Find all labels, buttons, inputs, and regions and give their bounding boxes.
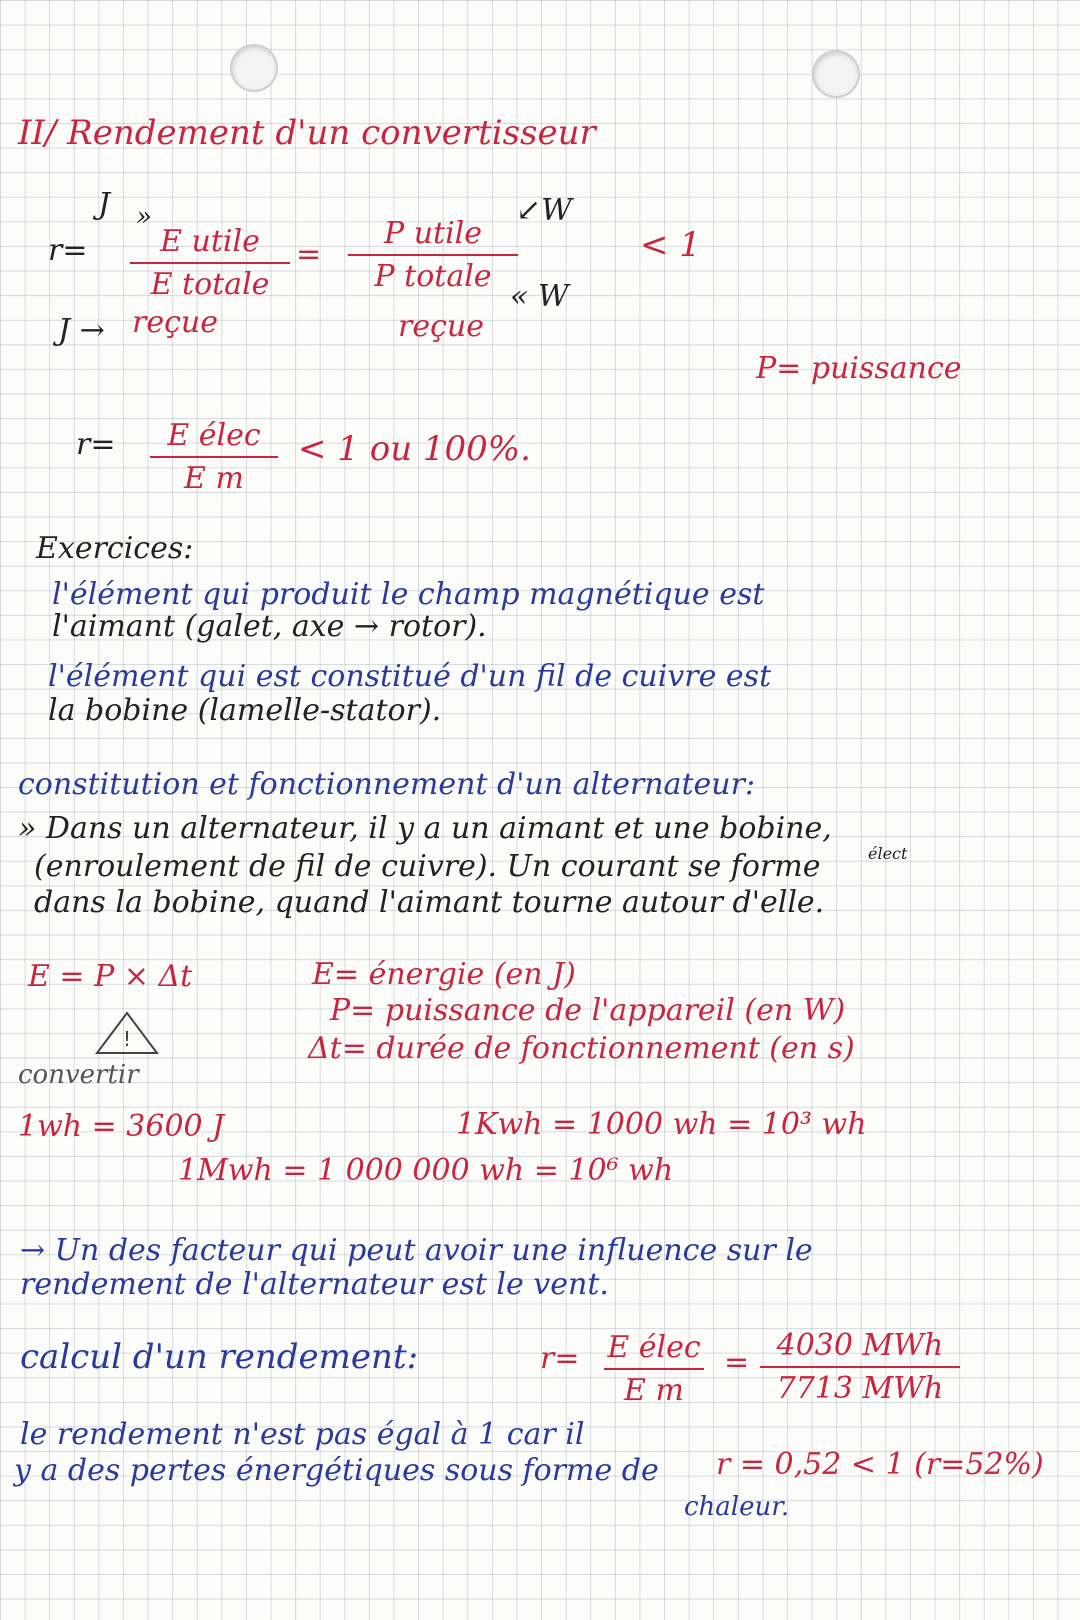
facteur-line-2: rendement de l'alternateur est le vent. [20, 1267, 609, 1302]
chaleur-word: chaleur. [684, 1492, 790, 1522]
conversion-3: 1Mwh = 1 000 000 wh = 10⁶ wh [178, 1153, 674, 1188]
denominator-e-totale: E totale [150, 267, 270, 302]
fraction-calcul-symbols [604, 1330, 704, 1408]
conversion-2: 1Kwh = 1000 wh = 10³ wh [456, 1107, 867, 1142]
calc-denominator-value: 7713 MWh [776, 1371, 944, 1406]
fraction-bar [760, 1366, 960, 1368]
numerator-e-elec: E élec [167, 418, 261, 453]
equals-1: = [296, 237, 322, 272]
unit-watt-top: ↙W [516, 193, 572, 228]
alternateur-line-3: dans la bobine, quand l'aimant tourne autour d'elle. [34, 885, 825, 920]
arrow-top: » [136, 202, 152, 232]
exercice-line-2: l'aimant (galet, axe → rotor). [52, 609, 487, 644]
fraction-energy [130, 224, 290, 302]
conclusion-line-1: le rendement n'est pas égal à 1 car il [20, 1417, 585, 1452]
denominator-p-totale: P totale [374, 259, 492, 294]
punch-hole-right [812, 50, 860, 98]
def-duree: Δt= durée de fonctionnement (en s) [308, 1031, 855, 1066]
unit-joule-bottom: J → [58, 313, 105, 348]
numerator-e-utile: E utile [160, 224, 260, 259]
punch-hole-left [230, 44, 278, 92]
fraction-bar [348, 254, 518, 256]
facteur-line-1: → Un des facteur qui peut avoir une influence sur le [20, 1233, 813, 1268]
r-label-1: r= [48, 233, 88, 268]
warning-triangle-icon [94, 1010, 160, 1056]
calc-denominator-e-m: E m [624, 1373, 684, 1408]
denominator-e-m: E m [184, 461, 244, 496]
alternateur-heading: constitution et fonctionnement d'un alternateur: [18, 767, 756, 802]
less-than-one: < 1 [640, 225, 701, 265]
conversion-1: 1wh = 3600 J [18, 1109, 225, 1144]
fraction-power [348, 216, 518, 294]
fraction-rendement [150, 418, 278, 496]
fraction-bar [604, 1368, 704, 1370]
exercice-line-1: l'élément qui produit le champ magnétique est [52, 577, 765, 612]
calc-numerator-e-elec: E élec [607, 1330, 701, 1365]
exercice-line-4: la bobine (lamelle-stator). [48, 693, 442, 728]
exercices-heading: Exercices: [36, 531, 194, 566]
p-definition: P= puissance [756, 351, 962, 386]
convertir-label: convertir [18, 1060, 139, 1090]
superscript-elect: élect [868, 844, 908, 863]
r-label-3: r= [540, 1341, 580, 1376]
recue-1: reçue [132, 305, 218, 340]
unit-joule-top: J [98, 187, 111, 222]
alternateur-line-1: » Dans un alternateur, il y a un aimant et une bobine, [18, 811, 832, 846]
equals-calc: = [724, 1345, 750, 1380]
conclusion-line-2: y a des pertes énergétiques sous forme de [14, 1453, 659, 1488]
energy-formula: E = P × Δt [28, 959, 193, 994]
exercice-line-3: l'élément qui est constitué d'un fil de cuivre est [48, 659, 772, 694]
calcul-label: calcul d'un rendement: [20, 1337, 419, 1377]
section-title: II/ Rendement d'un convertisseur [18, 113, 596, 153]
calc-numerator-value: 4030 MWh [776, 1328, 944, 1363]
def-energie: E= énergie (en J) [312, 957, 576, 992]
fraction-calcul-values [760, 1328, 960, 1406]
alternateur-line-2: (enroulement de fil de cuivre). Un courant se forme [34, 849, 821, 884]
def-puissance: P= puissance de l'appareil (en W) [330, 993, 846, 1028]
warning-mark: ! [122, 1027, 132, 1051]
numerator-p-utile: P utile [383, 216, 483, 251]
fraction-bar [150, 456, 278, 458]
fraction-bar [130, 262, 290, 264]
r-label-2: r= [76, 427, 116, 462]
condition-less-100: < 1 ou 100%. [298, 429, 531, 469]
unit-watt-bottom: « W [510, 279, 569, 314]
recue-2: reçue [398, 309, 484, 344]
calc-result: r = 0,52 < 1 (r=52%) [716, 1447, 1044, 1482]
